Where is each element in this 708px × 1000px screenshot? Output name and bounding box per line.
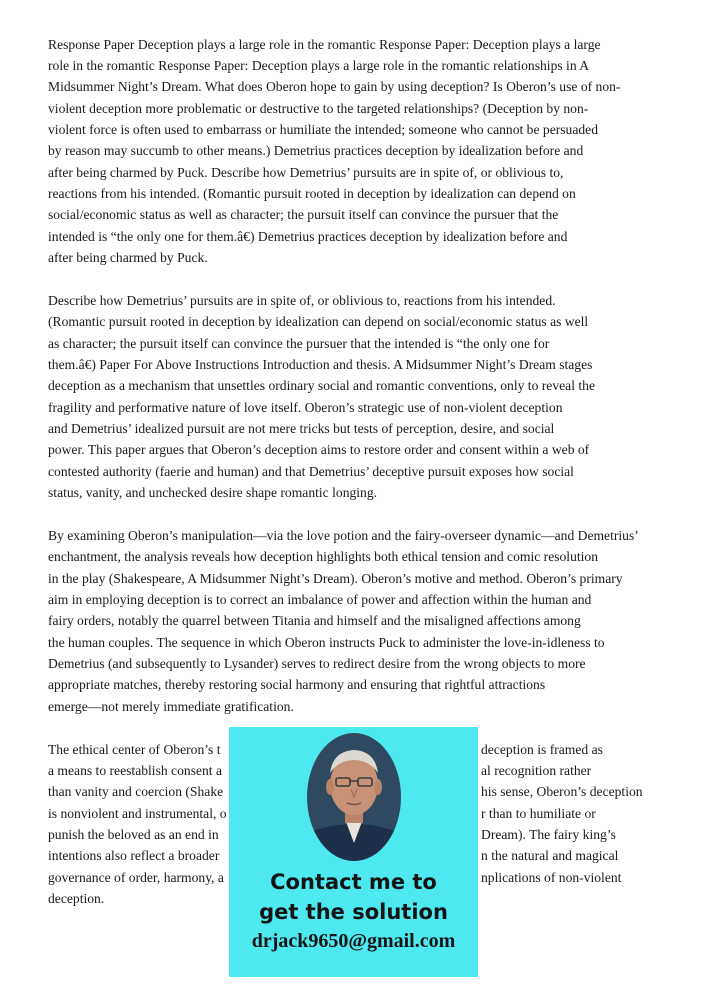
contact-ad-overlay[interactable]: [229, 727, 478, 977]
text-line: in the play (Shakespeare, A Midsummer Night’s Dream). Oberon’s motive and method. Oberon’s primary: [48, 571, 623, 586]
text-line-fragment: deception is framed as: [481, 742, 603, 757]
text-line: violent deception more problematic or destructive to the targeted relationships? (Deception by non-: [48, 101, 589, 116]
text-line: fragility and performative nature of love itself. Oberon’s strategic use of non-violent deception: [48, 400, 563, 415]
text-line: Response Paper Deception plays a large role in the romantic Response Paper: Deception plays a large: [48, 37, 601, 52]
contact-headline-line-1: Contact me to: [270, 870, 437, 894]
text-line: violent force is often used to embarrass or humiliate the intended; someone who cannot be persuaded: [48, 122, 599, 137]
text-line: social/economic status as well as character; the pursuit itself can convince the pursuer that the: [48, 207, 559, 222]
text-line: intentions also reflect a broader: [48, 848, 220, 863]
text-line: Demetrius (and subsequently to Lysander) serves to redirect desire from the wrong objects to more: [48, 656, 586, 671]
text-line: role in the romantic Response Paper: Deception plays a large role in the romantic relationships in A: [48, 58, 590, 73]
text-line: as character; the pursuit itself can convince the pursuer that the intended is “the only one for: [48, 336, 550, 351]
text-line: (Romantic pursuit rooted in deception by idealization can depend on social/economic status as well: [48, 314, 589, 329]
contact-headline-line-2: get the solution: [259, 900, 448, 924]
text-line: them.â€) Paper For Above Instructions Introduction and thesis. A Midsummer Night’s Dream stages: [48, 357, 593, 372]
text-line: reactions from his intended. (Romantic pursuit rooted in deception by idealization can depend on: [48, 186, 576, 201]
contact-email[interactable]: drjack9650@gmail.com: [251, 930, 456, 952]
text-line: aim in employing deception is to correct an imbalance of power and affection within the human and: [48, 592, 592, 607]
text-line-fragment: n the natural and magical: [481, 848, 619, 863]
text-line: is nonviolent and instrumental, o: [48, 806, 227, 821]
text-line-fragment: his sense, Oberon’s deception: [481, 784, 643, 799]
text-line-fragment: r than to humiliate or: [481, 806, 596, 821]
text-line: Midsummer Night’s Dream. What does Oberon hope to gain by using deception? Is Oberon’s use of non-: [48, 79, 621, 94]
text-line-fragment: Dream). The fairy king’s: [481, 827, 616, 842]
text-line: contested authority (faerie and human) and that Demetrius’ deceptive pursuit exposes how social: [48, 464, 574, 479]
text-line: power. This paper argues that Oberon’s deception aims to restore order and consent within a web of: [48, 442, 590, 457]
text-line-fragment: al recognition rather: [481, 763, 592, 778]
text-line: deception as a mechanism that unsettles ordinary social and romantic conventions, only to reveal the: [48, 378, 595, 393]
text-line: Describe how Demetrius’ pursuits are in spite of, or oblivious to, reactions from his intended.: [48, 293, 556, 308]
text-line: The ethical center of Oberon’s t: [48, 742, 221, 757]
text-line: governance of order, harmony, a: [48, 870, 224, 885]
text-line: after being charmed by Puck.: [48, 250, 208, 265]
text-line-fragment: nplications of non-violent: [481, 870, 622, 885]
text-line: by reason may succumb to other means.) Demetrius practices deception by idealization before and: [48, 143, 584, 158]
text-line: the human couples. The sequence in which Oberon instructs Puck to administer the love-in-idleness to: [48, 635, 605, 650]
text-line: status, vanity, and unchecked desire shape romantic longing.: [48, 485, 378, 500]
text-line: fairy orders, notably the quarrel between Titania and himself and the misaligned affections among: [48, 613, 581, 628]
text-line: and Demetrius’ idealized pursuit are not mere tricks but tests of perception, desire, and social: [48, 421, 555, 436]
text-line: appropriate matches, thereby restoring social harmony and ensuring that rightful attractions: [48, 677, 546, 692]
text-line: deception.: [48, 891, 105, 906]
text-line: a means to reestablish consent a: [48, 763, 223, 778]
text-line: enchantment, the analysis reveals how deception highlights both ethical tension and comic resolution: [48, 549, 599, 564]
text-line: intended is “the only one for them.â€) Demetrius practices deception by idealization before and: [48, 229, 568, 244]
text-line: than vanity and coercion (Shake: [48, 784, 224, 799]
text-line: By examining Oberon’s manipulation—via the love potion and the fairy-overseer dynamic—and Demetrius’: [48, 528, 639, 543]
text-line: emerge—not merely immediate gratification.: [48, 699, 294, 714]
text-line: punish the beloved as an end in: [48, 827, 219, 842]
text-line: after being charmed by Puck. Describe how Demetrius’ pursuits are in spite of, or oblivious to,: [48, 165, 564, 180]
portrait-photo: [307, 733, 401, 861]
